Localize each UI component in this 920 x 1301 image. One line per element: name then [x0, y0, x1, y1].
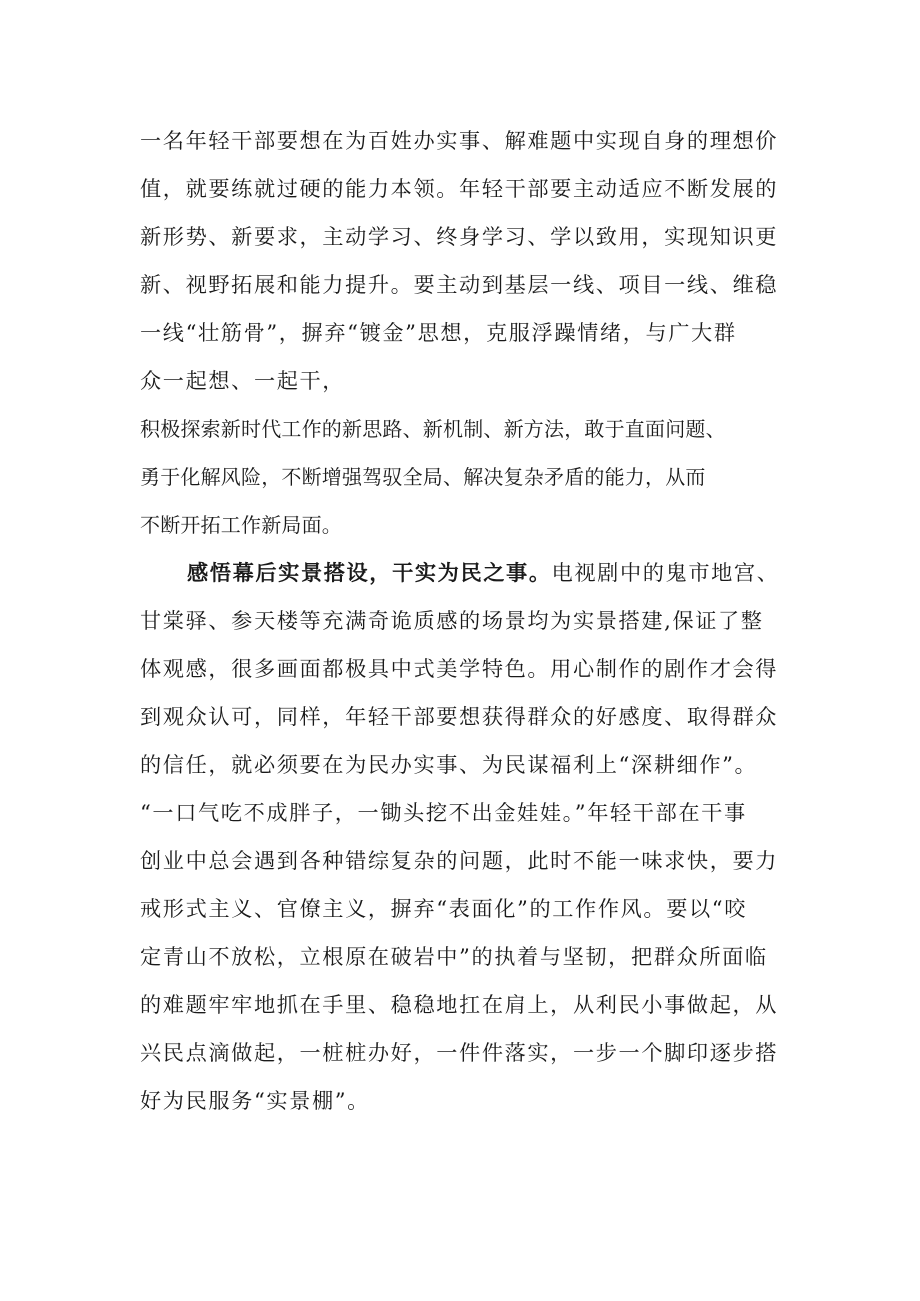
paragraph-line: 兴民点滴做起，一桩桩办好，一件件落实，一步一个脚印逐步搭	[140, 1040, 779, 1065]
paragraph-line: 不断开拓工作新局面。	[140, 513, 342, 537]
paragraph-line: 创业中总会遇到各种错综复杂的问题，此时不能一味求快，要力	[140, 848, 779, 873]
paragraph-first-line	[140, 549, 788, 597]
paragraph-3	[140, 549, 788, 1125]
paragraph-line: 的难题牢牢地抓在手里、稳稳地扛在肩上，从利民小事做起，从	[140, 992, 779, 1017]
paragraph-line: “一口气吃不成胖子，一锄头挖不出金娃娃。”年轻干部在干事	[140, 800, 747, 825]
paragraph-line: 戒形式主义、官僚主义，摒弃“表面化”的工作作风。要以“咬	[140, 896, 747, 921]
paragraph-line: 值，就要练就过硬的能力本领。年轻干部要主动适应不断发展的	[140, 176, 779, 201]
paragraph-line: 新、视野拓展和能力提升。要主动到基层一线、项目一线、维稳	[140, 272, 779, 297]
paragraph-1	[140, 117, 788, 405]
paragraph-heading: 感悟幕后实景搭设，干实为民之事。	[187, 560, 552, 585]
paragraph-line: 一线“壮筋骨”，摒弃“镀金”思想，克服浮躁情绪，与广大群	[140, 320, 737, 345]
paragraph-line: 好为民服务“实景棚”。	[140, 1088, 370, 1113]
paragraph-line: 众一起想、一起干，	[140, 368, 346, 393]
paragraph-line: 一名年轻干部要想在为百姓办实事、解难题中实现自身的理想价	[140, 128, 779, 153]
paragraph-line: 勇于化解风险，不断增强驾驭全局、解决复杂矛盾的能力，从而	[140, 465, 706, 489]
paragraph-line: 体观感，很多画面都极具中式美学特色。用心制作的剧作才会得	[140, 656, 779, 681]
paragraph-line: 定青山不放松，立根原在破岩中”的执着与坚韧，把群众所面临	[140, 944, 768, 969]
paragraph-first-line-text: 电视剧中的鬼市地宫、	[551, 560, 780, 585]
paragraph-2	[140, 405, 788, 549]
paragraph-line: 甘棠驿、参天楼等充满奇诡质感的场景均为实景搭建,保证了整	[140, 608, 764, 633]
paragraph-line: 积极探索新时代工作的新思路、新机制、新方法，敢于直面问题、	[140, 417, 726, 441]
paragraph-line: 新形势、新要求，主动学习、终身学习、学以致用，实现知识更	[140, 224, 779, 249]
paragraph-line: 到观众认可，同样，年轻干部要想获得群众的好感度、取得群众	[140, 704, 779, 729]
paragraph-line: 的信任，就必须要在为民办实事、为民谋福利上“深耕细作”。	[140, 752, 758, 777]
